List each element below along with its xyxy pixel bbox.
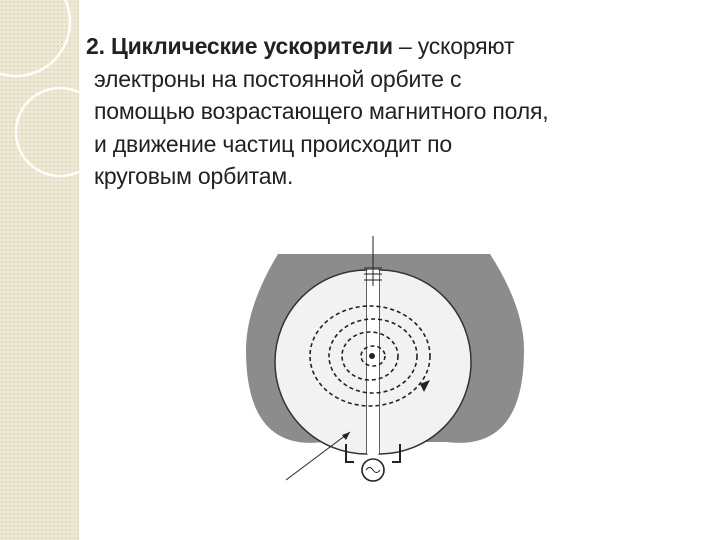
heading-bold: 2. Циклические ускорители: [86, 33, 393, 59]
body-line: круговым орбитам.: [94, 163, 294, 189]
cyclotron-diagram: [246, 232, 524, 500]
body-line: помощью возрастающего магнитного поля,: [94, 98, 549, 124]
body-line: электроны на постоянной орбите с: [94, 65, 462, 92]
decorative-circles: [0, 0, 90, 200]
heading-line: [86, 30, 706, 63]
particle-source: [369, 353, 375, 359]
dee-gap: [367, 270, 379, 454]
heading-rest: – ускоряют: [392, 33, 515, 59]
body-line: и движение частиц происходит по: [94, 130, 453, 157]
slide-paragraph: [86, 30, 706, 193]
